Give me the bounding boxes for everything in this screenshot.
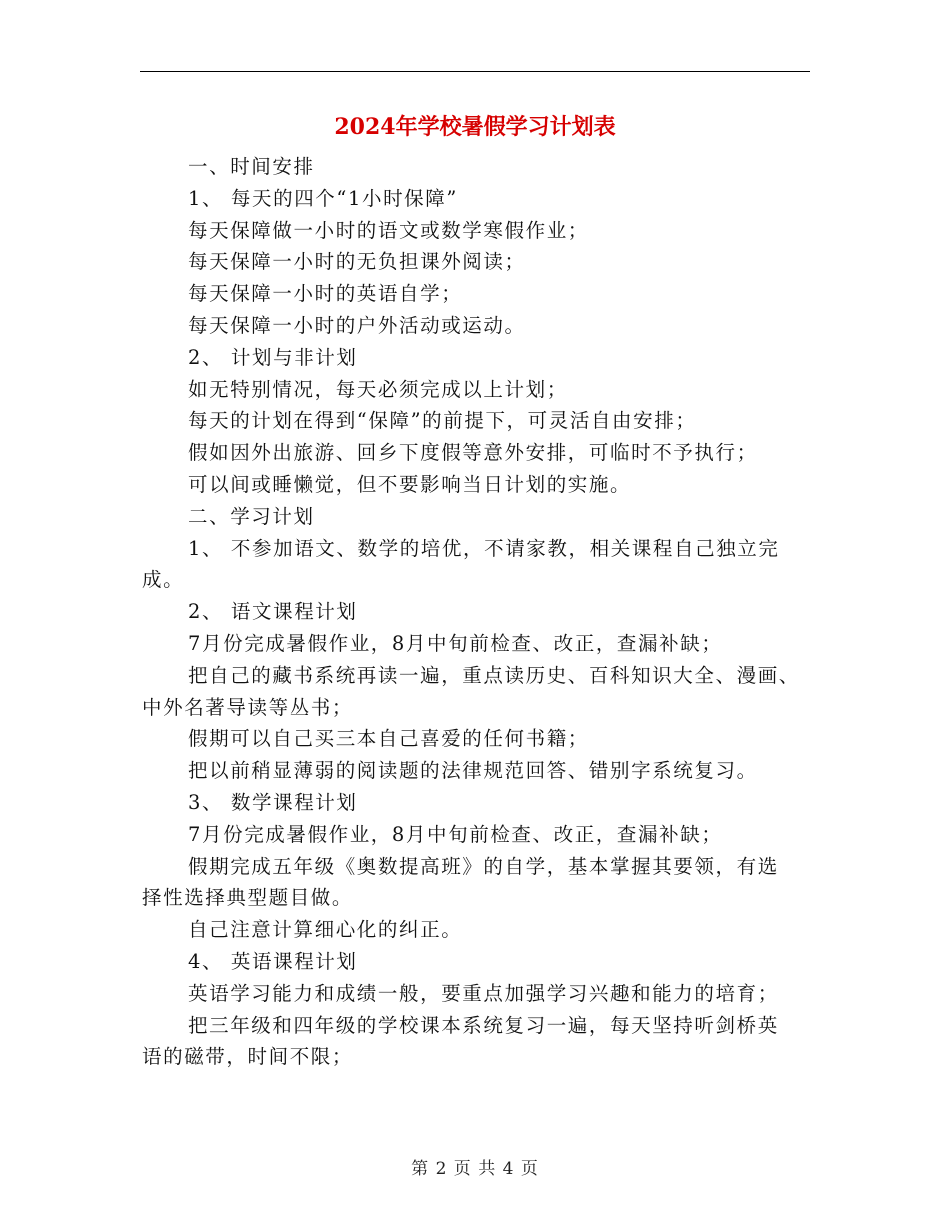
- text-line: 每天的计划在得到“保障”的前提下，可灵活自由安排；: [188, 409, 697, 433]
- text-line: 7月份完成暑假作业，8月中旬前检查、改正，查漏补缺；: [188, 822, 723, 846]
- text-line: 成。: [142, 568, 185, 592]
- text-line: 自己注意计算细心化的纠正。: [188, 918, 463, 942]
- text-line: 1、 每天的四个“1小时保障”: [188, 186, 458, 210]
- text-line: 3、 数学课程计划: [188, 790, 358, 814]
- text-line: 语的磁带，时间不限；: [142, 1045, 354, 1069]
- text-line: 把三年级和四年级的学校课本系统复习一遍，每天坚持听剑桥英: [188, 1013, 779, 1037]
- document-title: 2024年学校暑假学习计划表: [334, 114, 616, 140]
- document-body: [142, 151, 810, 1073]
- text-line: 每天保障一小时的英语自学；: [188, 282, 463, 306]
- text-line: 1、 不参加语文、数学的培优，不请家教，相关课程自己独立完: [188, 536, 780, 560]
- text-line: 2、 语文课程计划: [188, 600, 358, 624]
- text-line: 4、 英语课程计划: [188, 949, 358, 973]
- text-line: 英语学习能力和成绩一般，要重点加强学习兴趣和能力的培育；: [188, 981, 779, 1005]
- text-line: 把自己的藏书系统再读一遍，重点读历史、百科知识大全、漫画、: [188, 663, 800, 687]
- text-line: 如无特别情况，每天必须完成以上计划；: [188, 377, 568, 401]
- text-line: 择性选择典型题目做。: [142, 886, 354, 910]
- text-line: 把以前稍显薄弱的阅读题的法律规范回答、错别字系统复习。: [188, 759, 758, 783]
- page-number: 第 2 页 共 4 页: [411, 1159, 539, 1179]
- text-line: 7月份完成暑假作业，8月中旬前检查、改正，查漏补缺；: [188, 631, 723, 655]
- text-line: 可以间或睡懒觉，但不要影响当日计划的实施。: [188, 472, 632, 496]
- text-line: 2、 计划与非计划: [188, 345, 358, 369]
- text-line: 假期完成五年级《奥数提高班》的自学，基本掌握其要领，有选: [188, 854, 779, 878]
- text-line: 每天保障一小时的无负担课外阅读；: [188, 250, 526, 274]
- text-line: 每天保障做一小时的语文或数学寒假作业；: [188, 218, 589, 242]
- text-line: 一、时间安排: [188, 155, 315, 178]
- text-line: 假如因外出旅游、回乡下度假等意外安排，可临时不予执行；: [188, 441, 758, 465]
- header-rule: [140, 71, 810, 72]
- text-line: 二、学习计划: [188, 504, 315, 528]
- text-line: 假期可以自己买三本自己喜爱的任何书籍；: [188, 727, 589, 751]
- text-line: 中外名著导读等丛书；: [142, 695, 354, 719]
- text-line: 每天保障一小时的户外活动或运动。: [188, 313, 526, 337]
